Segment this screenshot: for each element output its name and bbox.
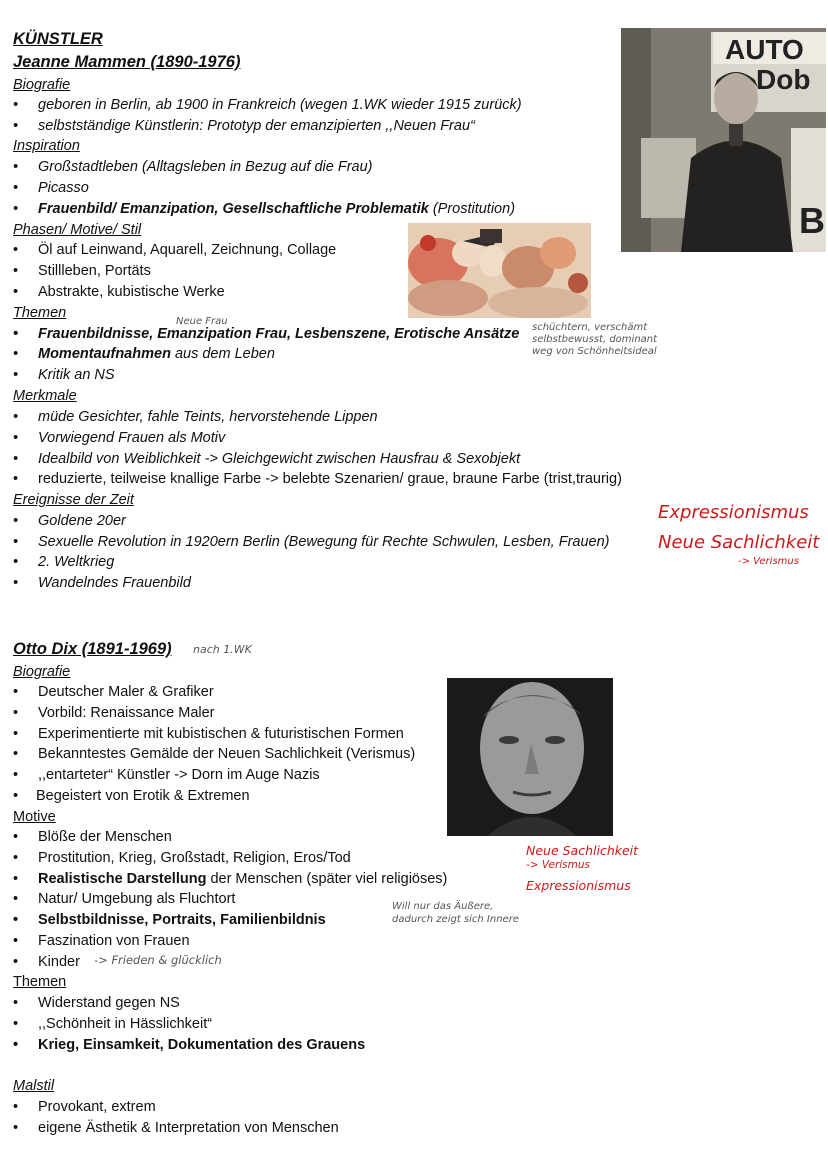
page-heading: KÜNSTLER	[13, 30, 103, 48]
list-item: • Selbstbildnisse, Portraits, Familienbildnis	[13, 912, 326, 928]
note-aussen-2: dadurch zeigt sich Innere	[392, 914, 519, 925]
list-item: • Vorwiegend Frauen als Motiv	[13, 430, 226, 446]
mammen-ereignisse-label: Ereignisse der Zeit	[13, 492, 134, 508]
mammen-merkmale-label: Merkmale	[13, 388, 77, 404]
dix-malstil-label: Malstil	[13, 1078, 55, 1094]
list-item: • Prostitution, Krieg, Großstadt, Religion, Eros/Tod	[13, 850, 351, 866]
photo-sign-b: B	[799, 200, 825, 241]
list-item: • Provokant, extrem	[13, 1099, 156, 1115]
list-item: • geboren in Berlin, ab 1900 in Frankreich (wegen 1.WK wieder 1915 zurück)	[13, 97, 522, 113]
list-item: • 2. Weltkrieg	[13, 554, 115, 570]
dix-red-note-expressionismus: Expressionismus	[526, 878, 631, 893]
note-side-2: selbstbewusst, dominant	[532, 334, 658, 345]
list-item: • Idealbild von Weiblichkeit -> Gleichgewicht zwischen Hausfrau & Sexobjekt	[13, 451, 521, 467]
list-item: • Deutscher Maler & Grafiker	[13, 684, 214, 700]
list-item: • Realistische Darstellung der Menschen (später viel religiöses)	[13, 871, 448, 887]
list-item: • eigene Ästhetik & Interpretation von Menschen	[13, 1120, 339, 1136]
list-item: • Stillleben, Portäts	[13, 263, 151, 279]
list-item: • Abstrakte, kubistische Werke	[13, 284, 225, 300]
list-item: • ,,Schönheit in Hässlichkeit“	[13, 1016, 213, 1032]
red-note-neue-sachlichkeit: Neue Sachlichkeit	[658, 532, 820, 553]
dix-motive-label: Motive	[13, 809, 56, 825]
red-note-expressionismus: Expressionismus	[658, 502, 809, 523]
list-item: • Frauenbild/ Emanzipation, Gesellschaftliche Problematik (Prostitution)	[13, 201, 516, 217]
mammen-name: Jeanne Mammen (1890-1976)	[13, 53, 241, 71]
list-item: • Vorbild: Renaissance Maler	[13, 705, 215, 721]
list-item: • Wandelndes Frauenbild	[13, 575, 191, 591]
mammen-phasen-label: Phasen/ Motive/ Stil	[13, 222, 142, 238]
list-item: • Öl auf Leinwand, Aquarell, Zeichnung, Collage	[13, 242, 337, 258]
mammen-themen-label: Themen	[13, 305, 67, 321]
list-item: • Großstadtleben (Alltagsleben in Bezug auf die Frau)	[13, 159, 373, 175]
note-aussen-1: Will nur das Äußere,	[392, 901, 494, 912]
list-item: • Kinder	[13, 954, 80, 970]
dix-themen-label: Themen	[13, 974, 67, 990]
mammen-bio-label: Biografie	[13, 77, 71, 93]
photo-sign-dob: Dob	[756, 64, 811, 95]
note-side-1: schüchtern, verschämt	[532, 322, 648, 333]
list-item: • Faszination von Frauen	[13, 933, 190, 949]
note-side-3: weg von Schönheitsideal	[532, 346, 657, 357]
list-item: • Krieg, Einsamkeit, Dokumentation des Grauens	[13, 1037, 366, 1053]
mammen-painting-image	[408, 223, 591, 318]
list-item: • Bekanntestes Gemälde der Neuen Sachlichkeit (Verismus)	[13, 746, 416, 762]
photo-sign-auto: AUTO	[725, 34, 804, 65]
list-item: • Widerstand gegen NS	[13, 995, 180, 1011]
list-item: • Sexuelle Revolution in 1920ern Berlin (Bewegung für Rechte Schwulen, Lesben, Frauen)	[13, 534, 610, 550]
dix-name: Otto Dix (1891-1969)	[13, 640, 172, 658]
dix-red-note-verismus: -> Verismus	[526, 859, 591, 871]
list-item: • reduzierte, teilweise knallige Farbe -> belebte Szenarien/ graue, braune Farbe (trist,traurig)	[13, 471, 622, 487]
list-item: • selbstständige Künstlerin: Prototyp der emanzipierten ,,Neuen Frau“	[13, 118, 475, 134]
list-item: • Experimentierte mit kubistischen & futuristischen Formen	[13, 726, 404, 742]
list-item: • Momentaufnahmen aus dem Leben	[13, 346, 275, 362]
dix-bio-label: Biografie	[13, 664, 71, 680]
list-item: • Natur/ Umgebung als Fluchtort	[13, 891, 236, 907]
list-item: • Blöße der Menschen	[13, 829, 172, 845]
kinder-note: -> Frieden & glücklich	[94, 953, 222, 967]
list-item: • Kritik an NS	[13, 367, 115, 383]
list-item: • Begeistert von Erotik & Extremen	[13, 788, 250, 804]
dix-red-note-neue-sachlichkeit: Neue Sachlichkeit	[526, 843, 639, 858]
list-item: • Frauenbildnisse, Emanzipation Frau, Lesbenszene, Erotische Ansätze	[13, 326, 520, 342]
list-item: • Picasso	[13, 180, 89, 196]
dix-name-note: nach 1.WK	[193, 643, 252, 656]
mammen-inspiration-label: Inspiration	[13, 138, 80, 154]
list-item: • Goldene 20er	[13, 513, 126, 529]
list-item: • ,,entarteter“ Künstler -> Dorn im Auge Nazis	[13, 767, 320, 783]
note-neue-frau: Neue Frau	[176, 316, 228, 327]
dix-portrait-photo	[447, 678, 613, 836]
list-item: • müde Gesichter, fahle Teints, hervorstehende Lippen	[13, 409, 378, 425]
red-note-verismus: -> Verismus	[738, 556, 799, 567]
mammen-portrait-photo	[621, 28, 826, 252]
